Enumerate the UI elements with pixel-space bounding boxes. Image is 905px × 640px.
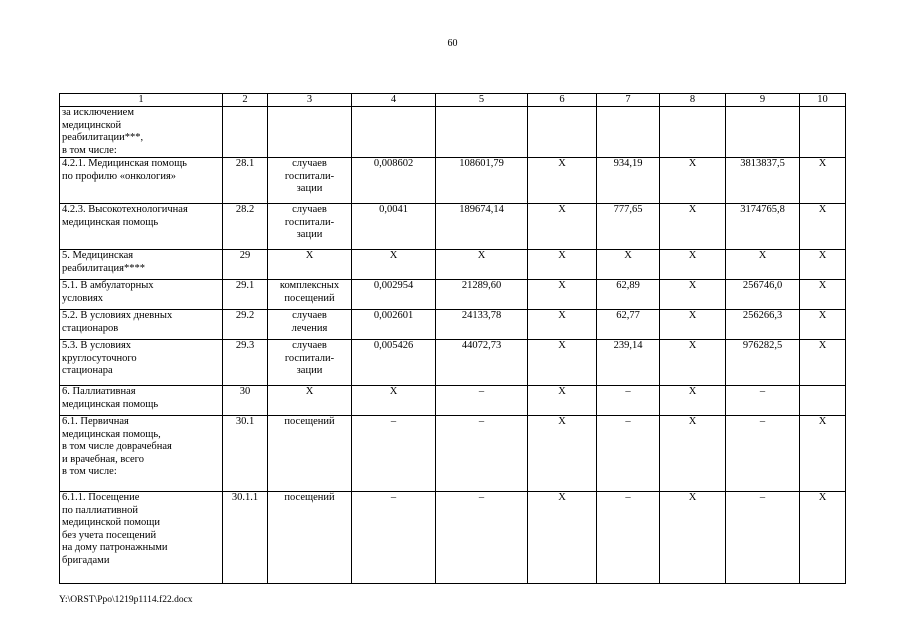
cell-text: Х [688,280,697,291]
table-cell [268,492,352,584]
table-cell [268,107,352,158]
cell-text: Х [558,250,566,261]
table-cell [223,158,268,204]
cell-text: 256266,3 [742,310,783,321]
table-row [60,340,846,386]
table-cell [436,416,528,492]
column-header: 8 [660,94,726,107]
table-row [60,310,846,340]
table-cell [800,107,846,158]
table-cell [223,340,268,386]
cell-text: 5.1. В амбулаторных условиях [62,280,154,304]
table-cell [660,204,726,250]
table-cell [528,158,597,204]
table-cell [660,492,726,584]
table-cell [352,280,436,310]
cell-text: 256746,0 [742,280,783,291]
cell-text: – [625,386,631,397]
cell-text: Х [818,250,827,261]
table-cell [528,204,597,250]
table-row [60,386,846,416]
table-cell [726,416,800,492]
cell-text: 0,008602 [373,158,414,169]
table-cell [800,310,846,340]
table-cell [597,386,660,416]
cell-text: – [390,492,397,503]
cell-text: 189674,14 [459,204,504,215]
column-header: 2 [223,94,268,107]
cell-text: – [478,386,485,397]
table-cell [436,386,528,416]
column-header: 1 [60,94,223,107]
cell-text: Х [818,416,827,427]
cell-text: 3813837,5 [740,158,785,169]
cell-text: 62,77 [616,310,640,321]
table-cell [223,204,268,250]
cell-text: 976282,5 [742,340,783,351]
cell-text: Х [389,386,398,397]
table-cell [597,158,660,204]
table-cell [726,310,800,340]
cell-text: Х [758,250,767,261]
table-cell [597,204,660,250]
table-cell [223,107,268,158]
table-cell [436,250,528,280]
cell-text: 28.2 [235,204,255,215]
cell-text: Х [558,280,566,291]
cell-text: 5.2. В условиях дневных стационаров [62,310,173,334]
table-cell [352,107,436,158]
table-cell [726,250,800,280]
table-cell [660,250,726,280]
cell-text: Х [818,280,827,291]
table-cell [528,416,597,492]
table-cell [660,158,726,204]
column-header: 6 [528,94,597,107]
cell-text: 6.1.1. Посещение по паллиативной медицинской помощи без учета посещений на дому патронажными бригадами [62,492,168,566]
table-cell [268,340,352,386]
table-cell [436,158,528,204]
cell-text: 30 [239,386,251,397]
cell-text: – [759,492,766,503]
row-label-cell [60,310,223,340]
table-cell [726,280,800,310]
table-cell [660,280,726,310]
row-label-cell [60,204,223,250]
table-cell [800,158,846,204]
cell-text: – [625,492,631,503]
table-cell [528,280,597,310]
table-cell [597,492,660,584]
cell-text: 62,89 [616,280,640,291]
table-row [60,416,846,492]
cell-text: 4.2.1. Медицинская помощь по профилю «онкология» [62,158,187,182]
table-row [60,492,846,584]
cell-text: 777,65 [613,204,643,215]
table-cell [800,340,846,386]
cell-text: 29 [239,250,251,261]
cell-text: Х [624,250,632,261]
cell-text: Х [558,386,566,397]
table-cell [268,158,352,204]
table-cell [436,107,528,158]
cell-text: 934,19 [613,158,643,169]
table-cell [528,492,597,584]
table-header-row [60,94,846,107]
cell-text: 30.1.1 [231,492,259,503]
table-cell [800,386,846,416]
table-cell [223,416,268,492]
cell-text: – [625,416,631,427]
table-cell [726,204,800,250]
table-cell [223,280,268,310]
table-cell [223,310,268,340]
cell-text: Х [389,250,398,261]
table-cell [268,204,352,250]
table-cell [436,280,528,310]
column-header: 3 [268,94,352,107]
table-cell [660,416,726,492]
cell-text: 5.3. В условиях круглосуточного стационара [62,340,137,376]
table-cell [352,386,436,416]
table-row [60,280,846,310]
table-cell [352,340,436,386]
cell-text: 24133,78 [461,310,502,321]
cell-text: случаев госпитали- зации [284,204,335,240]
cell-text: Х [688,416,697,427]
cell-text: Х [818,204,827,215]
cell-text: посещений [284,492,335,503]
tariff-table [59,93,846,584]
cell-text: случаев госпитали- зации [284,158,335,194]
cell-text: 30.1 [235,416,255,427]
cell-text: – [759,416,766,427]
table-cell [352,250,436,280]
cell-text: случаев госпитали- зации [284,340,335,376]
cell-text: Х [558,204,566,215]
cell-text: 21289,60 [461,280,502,291]
table-cell [436,340,528,386]
cell-text: комплексных посещений [279,280,340,304]
cell-text: 29.3 [235,340,255,351]
table-cell [436,492,528,584]
cell-text: Х [818,492,827,503]
cell-text: Х [688,158,697,169]
cell-text: 0,002954 [373,280,414,291]
cell-text: 28.1 [235,158,255,169]
row-label-cell [60,107,223,158]
table-cell [800,416,846,492]
cell-text: Х [558,310,566,321]
cell-text: 0,002601 [373,310,414,321]
row-label-cell [60,416,223,492]
cell-text: 0,005426 [373,340,414,351]
page-number: 60 [447,38,458,49]
cell-text: 108601,79 [459,158,504,169]
cell-text: случаев лечения [291,310,328,334]
table-cell [660,386,726,416]
cell-text: – [478,492,485,503]
cell-text: Х [688,492,697,503]
table-cell [597,107,660,158]
cell-text: за исключением медицинской реабилитации***, в том числе: [62,107,144,156]
table-cell [597,416,660,492]
cell-text: – [390,416,397,427]
table-cell [597,340,660,386]
table-cell [223,250,268,280]
table-cell [268,250,352,280]
table-row [60,158,846,204]
table-cell [597,310,660,340]
table-cell [726,492,800,584]
cell-text: 5. Медицинская реабилитация**** [62,250,145,274]
cell-text: 29.2 [235,310,255,321]
table-row [60,250,846,280]
table-cell [528,386,597,416]
row-label-cell [60,280,223,310]
cell-text: Х [688,340,697,351]
cell-text: 29.1 [235,280,255,291]
table-cell [268,280,352,310]
table-cell [268,386,352,416]
table-cell [597,250,660,280]
table-cell [660,310,726,340]
column-header: 9 [726,94,800,107]
row-label-cell [60,250,223,280]
cell-text: Х [558,416,566,427]
table-cell [800,204,846,250]
cell-text: Х [558,158,566,169]
column-header: 4 [352,94,436,107]
cell-text: 6.1. Первичная медицинская помощь, в том числе доврачебная и врачебная, всего в том числе: [62,416,172,477]
cell-text: Х [477,250,486,261]
table-cell [223,492,268,584]
cell-text: 239,14 [613,340,643,351]
cell-text: Х [688,310,697,321]
column-header: 7 [597,94,660,107]
table-cell [436,204,528,250]
table-cell [726,386,800,416]
table-cell [800,492,846,584]
table-cell [528,340,597,386]
cell-text: Х [305,386,314,397]
cell-text: Х [558,340,566,351]
table-row [60,204,846,250]
table-cell [352,492,436,584]
table-cell [528,310,597,340]
cell-text: посещений [284,416,335,427]
table-cell [352,310,436,340]
file-path: Y:\ORST\Ppo\1219p1114.f22.docx [59,595,193,605]
table-cell [660,107,726,158]
table-cell [800,280,846,310]
row-label-cell [60,386,223,416]
cell-text: 4.2.3. Высокотехнологичная медицинская помощь [62,204,188,228]
table-cell [528,250,597,280]
cell-text: Х [688,250,697,261]
cell-text: Х [818,310,827,321]
table-cell [726,107,800,158]
table-cell [436,310,528,340]
cell-text: 44072,73 [461,340,502,351]
table-cell [597,280,660,310]
cell-text: 6. Паллиативная медицинская помощь [62,386,159,410]
table-cell [660,340,726,386]
cell-text: – [759,386,766,397]
cell-text: Х [305,250,314,261]
row-label-cell [60,158,223,204]
cell-text: Х [688,204,697,215]
cell-text: Х [688,386,697,397]
table-cell [726,340,800,386]
table-cell [352,204,436,250]
cell-text: Х [558,492,566,503]
row-label-cell [60,492,223,584]
table-row [60,107,846,158]
table-cell [352,158,436,204]
table-cell [352,416,436,492]
cell-text: 0,0041 [379,204,408,215]
cell-text: – [478,416,485,427]
column-header: 5 [436,94,528,107]
column-header: 10 [800,94,846,107]
cell-text: Х [818,340,827,351]
table-cell [268,310,352,340]
table-cell [726,158,800,204]
table-cell [800,250,846,280]
cell-text: Х [818,158,827,169]
table-cell [528,107,597,158]
table-cell [268,416,352,492]
cell-text: 3174765,8 [740,204,785,215]
table-cell [223,386,268,416]
row-label-cell [60,340,223,386]
